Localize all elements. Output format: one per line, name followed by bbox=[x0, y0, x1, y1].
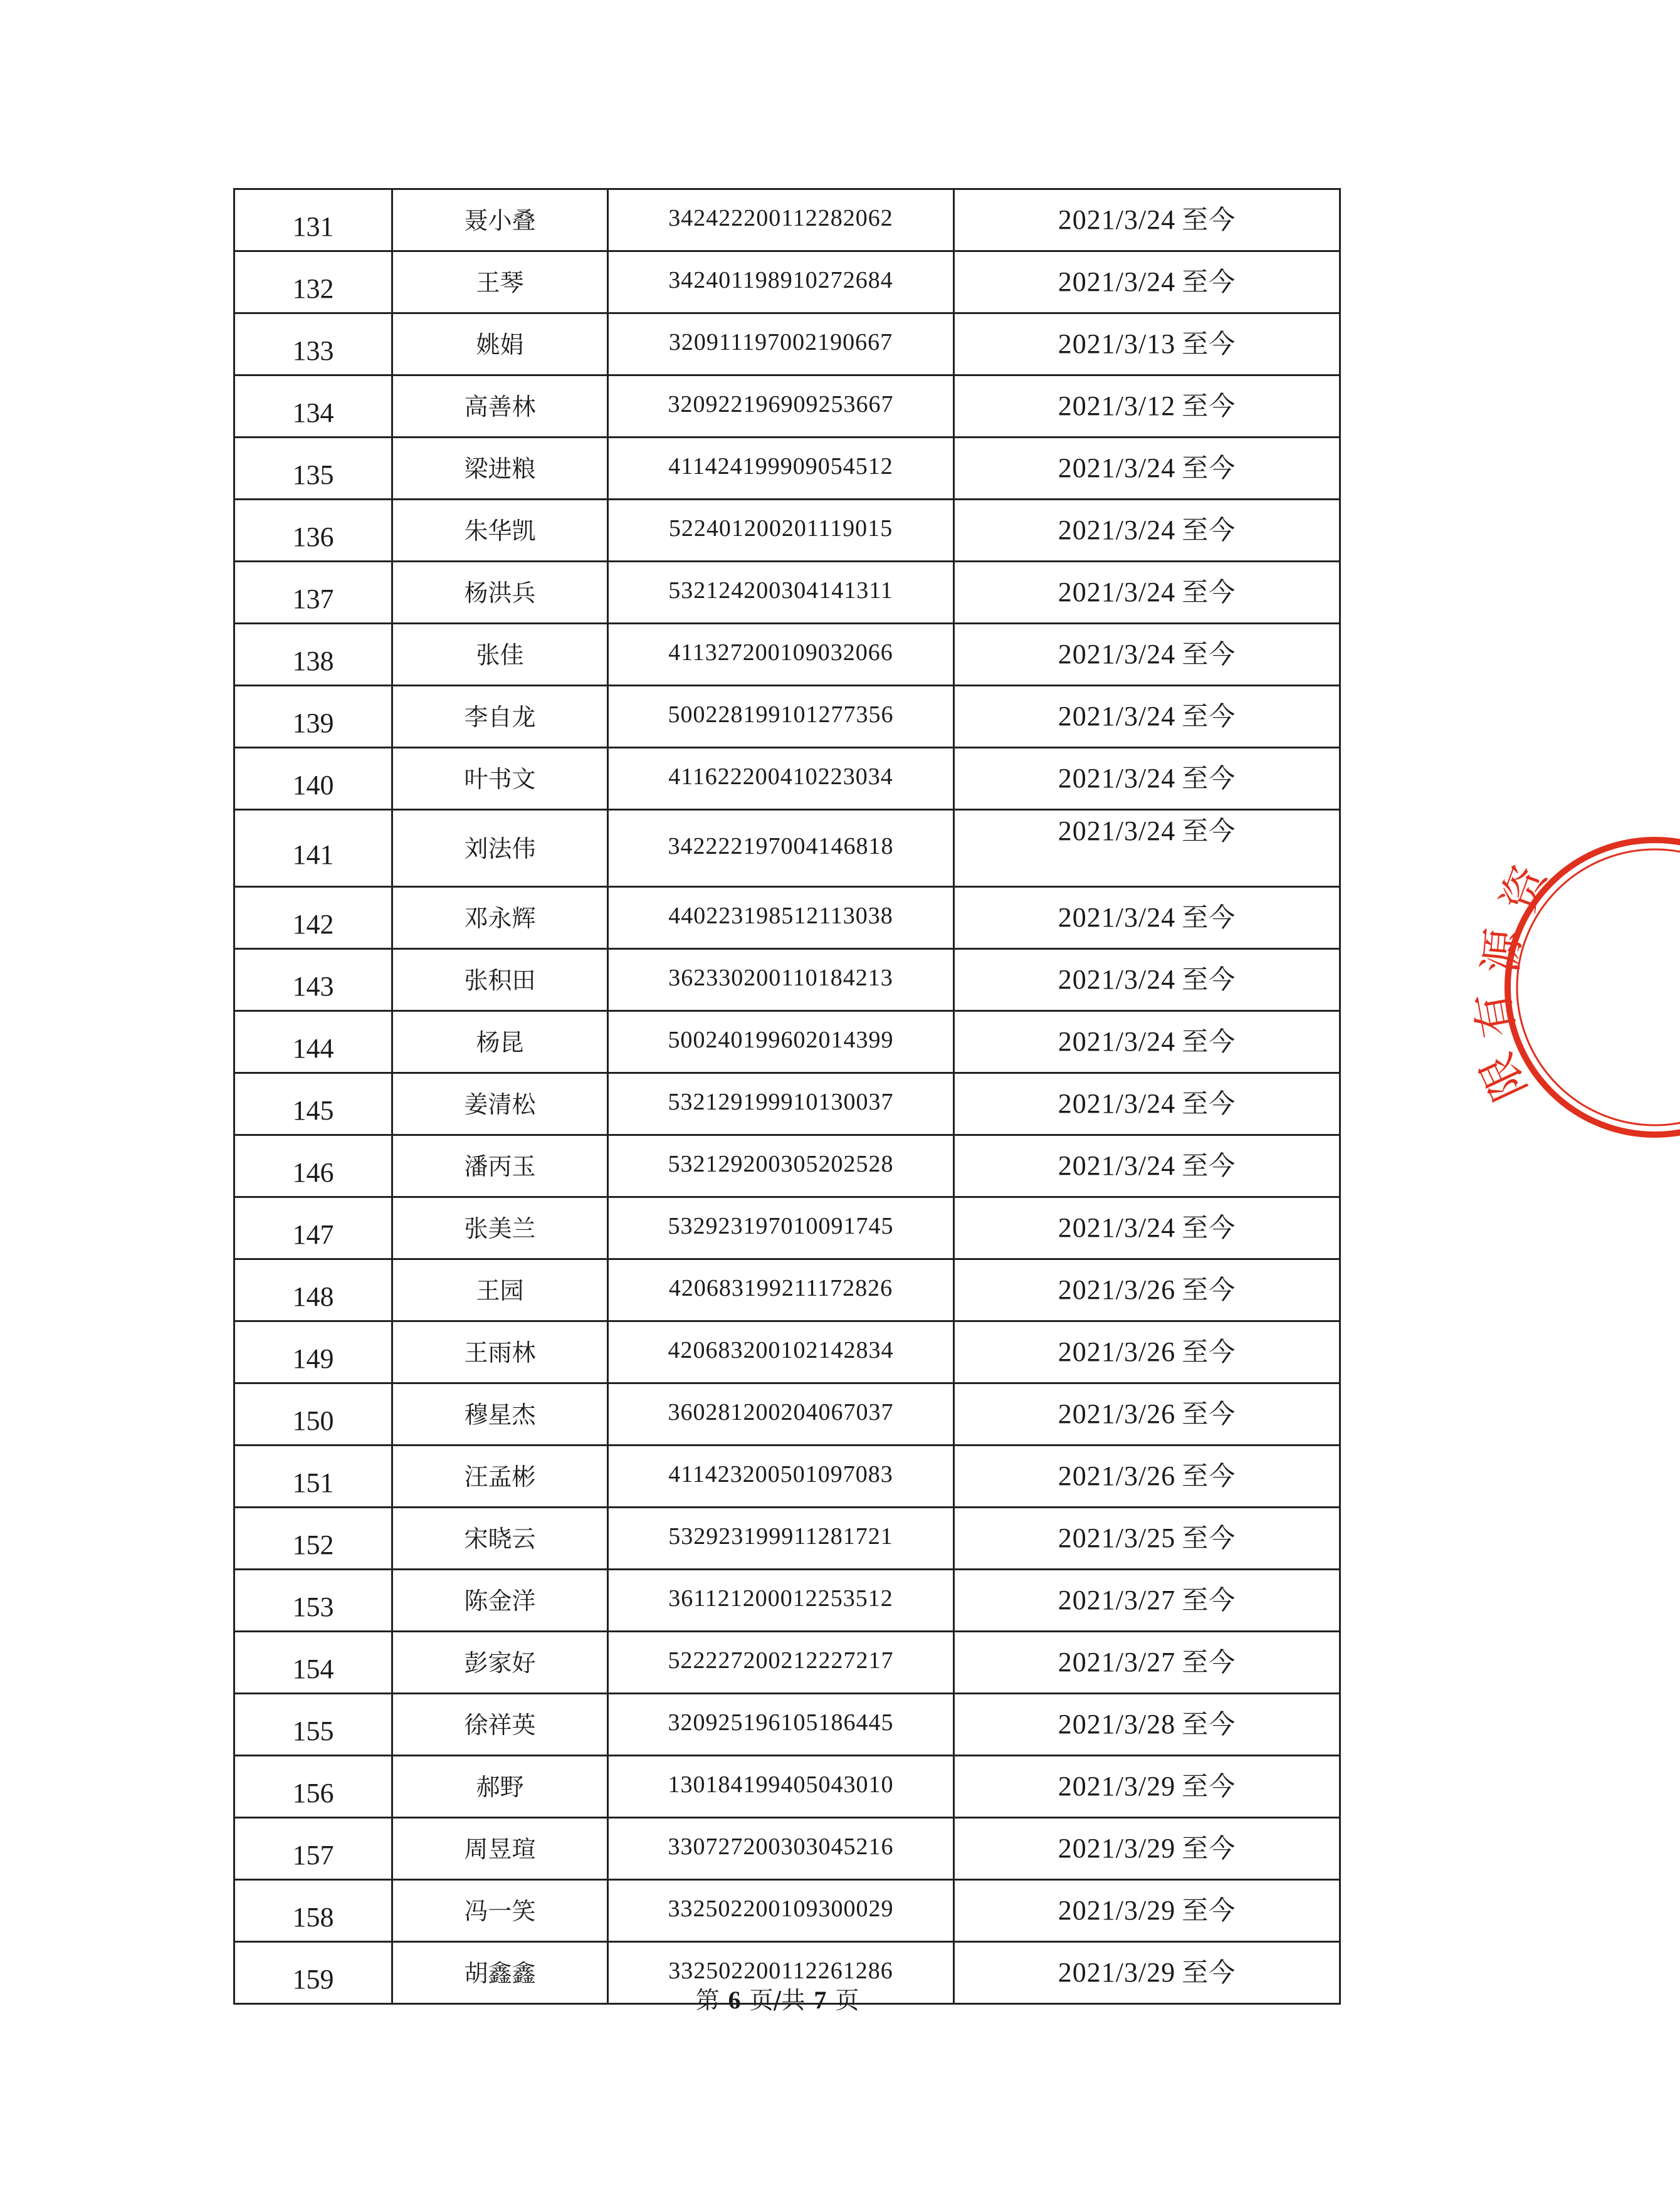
id-number: 362330200110184213 bbox=[608, 949, 954, 1011]
until-now-label: 至今 bbox=[1182, 1461, 1236, 1491]
table-row bbox=[234, 1632, 1340, 1694]
id-number: 360281200204067037 bbox=[608, 1383, 954, 1446]
employment-period bbox=[954, 686, 1340, 748]
start-date: 2021/3/24 bbox=[1058, 1088, 1176, 1119]
until-now-label: 至今 bbox=[1182, 328, 1236, 359]
employment-period bbox=[954, 1694, 1340, 1756]
until-now-label: 至今 bbox=[1182, 577, 1236, 607]
footer-prefix: 第 bbox=[695, 1986, 720, 2014]
until-now-label: 至今 bbox=[1182, 1523, 1236, 1553]
employment-period bbox=[954, 748, 1340, 810]
until-now-label: 至今 bbox=[1182, 1647, 1236, 1677]
table-row bbox=[234, 1446, 1340, 1508]
until-now-label: 至今 bbox=[1182, 266, 1236, 297]
employment-period bbox=[954, 1570, 1340, 1632]
start-date: 2021/3/24 bbox=[1058, 577, 1176, 607]
table-row bbox=[234, 1259, 1340, 1321]
table-row bbox=[234, 810, 1340, 887]
table-row bbox=[234, 1508, 1340, 1570]
until-now-label: 至今 bbox=[1182, 1957, 1236, 1988]
start-date: 2021/3/24 bbox=[1058, 1212, 1176, 1243]
person-name: 徐祥英 bbox=[392, 1694, 608, 1756]
until-now-label: 至今 bbox=[1182, 1274, 1236, 1305]
row-number: 149 bbox=[234, 1321, 392, 1383]
table-row bbox=[234, 624, 1340, 686]
table-row bbox=[234, 1570, 1340, 1632]
employment-period bbox=[954, 1508, 1340, 1570]
until-now-label: 至今 bbox=[1182, 1833, 1236, 1864]
start-date: 2021/3/24 bbox=[1058, 515, 1176, 545]
employment-period bbox=[954, 1383, 1340, 1446]
row-number: 151 bbox=[234, 1446, 392, 1508]
id-number: 361121200012253512 bbox=[608, 1570, 954, 1632]
employee-table bbox=[233, 188, 1341, 2005]
row-number: 137 bbox=[234, 562, 392, 624]
table-row bbox=[234, 1011, 1340, 1073]
table-row bbox=[234, 1756, 1340, 1818]
start-date: 2021/3/27 bbox=[1058, 1647, 1176, 1677]
start-date: 2021/3/29 bbox=[1058, 1957, 1176, 1988]
start-date: 2021/3/24 bbox=[1058, 1026, 1176, 1057]
person-name: 陈金洋 bbox=[392, 1570, 608, 1632]
id-number: 342422200112282062 bbox=[608, 189, 954, 251]
person-name: 张佳 bbox=[392, 624, 608, 686]
table-row bbox=[234, 251, 1340, 313]
id-number: 411423200501097083 bbox=[608, 1446, 954, 1508]
person-name: 朱华凯 bbox=[392, 500, 608, 562]
start-date: 2021/3/24 bbox=[1058, 266, 1176, 297]
row-number: 150 bbox=[234, 1383, 392, 1446]
row-number: 158 bbox=[234, 1880, 392, 1942]
person-name: 穆星杰 bbox=[392, 1383, 608, 1446]
until-now-label: 至今 bbox=[1182, 1088, 1236, 1119]
table-row bbox=[234, 1383, 1340, 1446]
id-number: 320925196105186445 bbox=[608, 1694, 954, 1756]
id-number: 411424199909054512 bbox=[608, 438, 954, 500]
person-name: 聂小叠 bbox=[392, 189, 608, 251]
until-now-label: 至今 bbox=[1182, 701, 1236, 732]
start-date: 2021/3/24 bbox=[1058, 453, 1176, 483]
table-row bbox=[234, 949, 1340, 1011]
row-number: 145 bbox=[234, 1073, 392, 1135]
person-name: 汪孟彬 bbox=[392, 1446, 608, 1508]
until-now-label: 至今 bbox=[1182, 391, 1236, 421]
table-row bbox=[234, 1694, 1340, 1756]
table-row bbox=[234, 562, 1340, 624]
until-now-label: 至今 bbox=[1182, 1709, 1236, 1740]
total-page-number: 7 bbox=[814, 1986, 827, 2014]
person-name: 邓永辉 bbox=[392, 887, 608, 949]
employment-period bbox=[954, 375, 1340, 438]
until-now-label: 至今 bbox=[1182, 515, 1236, 545]
start-date: 2021/3/24 bbox=[1058, 902, 1176, 933]
employment-period bbox=[954, 887, 1340, 949]
row-number: 144 bbox=[234, 1011, 392, 1073]
table-row bbox=[234, 438, 1340, 500]
employment-period bbox=[954, 1756, 1340, 1818]
id-number: 411327200109032066 bbox=[608, 624, 954, 686]
start-date: 2021/3/24 bbox=[1058, 1150, 1176, 1181]
start-date: 2021/3/28 bbox=[1058, 1709, 1176, 1740]
id-number: 130184199405043010 bbox=[608, 1756, 954, 1818]
employment-period bbox=[954, 251, 1340, 313]
until-now-label: 至今 bbox=[1182, 1399, 1236, 1429]
id-number: 332502200109300029 bbox=[608, 1880, 954, 1942]
start-date: 2021/3/12 bbox=[1058, 391, 1176, 421]
person-name: 潘丙玉 bbox=[392, 1135, 608, 1197]
row-number: 132 bbox=[234, 251, 392, 313]
id-number: 532129199910130037 bbox=[608, 1073, 954, 1135]
until-now-label: 至今 bbox=[1182, 1585, 1236, 1615]
row-number: 141 bbox=[234, 810, 392, 887]
table-body bbox=[234, 189, 1340, 2004]
row-number: 147 bbox=[234, 1197, 392, 1259]
start-date: 2021/3/24 bbox=[1058, 816, 1176, 846]
until-now-label: 至今 bbox=[1182, 453, 1236, 483]
table-row bbox=[234, 1073, 1340, 1135]
row-number: 159 bbox=[234, 1942, 392, 2004]
id-number: 342401198910272684 bbox=[608, 251, 954, 313]
id-number: 522401200201119015 bbox=[608, 500, 954, 562]
table-row bbox=[234, 887, 1340, 949]
employment-period bbox=[954, 1632, 1340, 1694]
row-number: 146 bbox=[234, 1135, 392, 1197]
table-row bbox=[234, 313, 1340, 375]
start-date: 2021/3/26 bbox=[1058, 1274, 1176, 1305]
svg-text:有: 有 bbox=[1465, 988, 1525, 1042]
id-number: 420683200102142834 bbox=[608, 1321, 954, 1383]
until-now-label: 至今 bbox=[1182, 204, 1236, 235]
id-number: 500228199101277356 bbox=[608, 686, 954, 748]
row-number: 136 bbox=[234, 500, 392, 562]
row-number: 153 bbox=[234, 1570, 392, 1632]
row-number: 152 bbox=[234, 1508, 392, 1570]
person-name: 王琴 bbox=[392, 251, 608, 313]
until-now-label: 至今 bbox=[1182, 1212, 1236, 1243]
id-number: 532923199911281721 bbox=[608, 1508, 954, 1570]
row-number: 156 bbox=[234, 1756, 392, 1818]
table-row bbox=[234, 375, 1340, 438]
table-row bbox=[234, 1197, 1340, 1259]
start-date: 2021/3/26 bbox=[1058, 1336, 1176, 1367]
table-row bbox=[234, 1135, 1340, 1197]
id-number: 320922196909253667 bbox=[608, 375, 954, 438]
table-row bbox=[234, 1880, 1340, 1942]
person-name: 叶书文 bbox=[392, 748, 608, 810]
employment-period bbox=[954, 1197, 1340, 1259]
svg-text:限: 限 bbox=[1469, 1045, 1537, 1109]
id-number: 532129200305202528 bbox=[608, 1135, 954, 1197]
person-name: 张美兰 bbox=[392, 1197, 608, 1259]
person-name: 王园 bbox=[392, 1259, 608, 1321]
employment-period bbox=[954, 810, 1340, 887]
id-number: 342222197004146818 bbox=[608, 810, 954, 887]
svg-text:源: 源 bbox=[1474, 926, 1531, 976]
until-now-label: 至今 bbox=[1182, 1150, 1236, 1181]
person-name: 彭家好 bbox=[392, 1632, 608, 1694]
start-date: 2021/3/27 bbox=[1058, 1585, 1176, 1615]
id-number: 440223198512113038 bbox=[608, 887, 954, 949]
row-number: 138 bbox=[234, 624, 392, 686]
person-name: 王雨林 bbox=[392, 1321, 608, 1383]
person-name: 刘法伟 bbox=[392, 810, 608, 887]
seal-lettering bbox=[1466, 858, 1557, 1109]
employment-period bbox=[954, 500, 1340, 562]
person-name: 杨昆 bbox=[392, 1011, 608, 1073]
row-number: 139 bbox=[234, 686, 392, 748]
id-number: 320911197002190667 bbox=[608, 313, 954, 375]
start-date: 2021/3/24 bbox=[1058, 701, 1176, 732]
employment-period bbox=[954, 1880, 1340, 1942]
employment-period bbox=[954, 1073, 1340, 1135]
person-name: 姚娟 bbox=[392, 313, 608, 375]
until-now-label: 至今 bbox=[1182, 1895, 1236, 1926]
page-footer bbox=[0, 1981, 1555, 2015]
person-name: 杨洪兵 bbox=[392, 562, 608, 624]
row-number: 148 bbox=[234, 1259, 392, 1321]
employment-period bbox=[954, 624, 1340, 686]
person-name: 姜清松 bbox=[392, 1073, 608, 1135]
start-date: 2021/3/26 bbox=[1058, 1399, 1176, 1429]
table-row bbox=[234, 686, 1340, 748]
row-number: 155 bbox=[234, 1694, 392, 1756]
employment-period bbox=[954, 1321, 1340, 1383]
employment-period bbox=[954, 1446, 1340, 1508]
employment-period bbox=[954, 189, 1340, 251]
row-number: 133 bbox=[234, 313, 392, 375]
row-number: 135 bbox=[234, 438, 392, 500]
until-now-label: 至今 bbox=[1182, 816, 1236, 846]
start-date: 2021/3/13 bbox=[1058, 328, 1176, 359]
id-number: 411622200410223034 bbox=[608, 748, 954, 810]
until-now-label: 至今 bbox=[1182, 902, 1236, 933]
employment-period bbox=[954, 1259, 1340, 1321]
person-name: 冯一笑 bbox=[392, 1880, 608, 1942]
row-number: 134 bbox=[234, 375, 392, 438]
row-number: 140 bbox=[234, 748, 392, 810]
svg-text:资: 资 bbox=[1491, 858, 1557, 919]
person-name: 张积田 bbox=[392, 949, 608, 1011]
employment-period bbox=[954, 949, 1340, 1011]
start-date: 2021/3/24 bbox=[1058, 204, 1176, 235]
footer-suffix: 页 bbox=[835, 1986, 859, 2014]
id-number: 532124200304141311 bbox=[608, 562, 954, 624]
until-now-label: 至今 bbox=[1182, 1771, 1236, 1802]
employment-period bbox=[954, 313, 1340, 375]
person-name: 梁进粮 bbox=[392, 438, 608, 500]
start-date: 2021/3/24 bbox=[1058, 964, 1176, 995]
current-page-number: 6 bbox=[728, 1986, 741, 2014]
id-number: 332502200112261286 bbox=[608, 1942, 954, 2004]
id-number: 420683199211172826 bbox=[608, 1259, 954, 1321]
table-row bbox=[234, 1321, 1340, 1383]
company-seal-stamp bbox=[1465, 827, 1680, 1153]
row-number: 131 bbox=[234, 189, 392, 251]
until-now-label: 至今 bbox=[1182, 639, 1236, 669]
id-number: 532923197010091745 bbox=[608, 1197, 954, 1259]
table-row bbox=[234, 1818, 1340, 1880]
table-row bbox=[234, 748, 1340, 810]
person-name: 高善林 bbox=[392, 375, 608, 438]
employment-period bbox=[954, 438, 1340, 500]
start-date: 2021/3/29 bbox=[1058, 1895, 1176, 1926]
start-date: 2021/3/29 bbox=[1058, 1771, 1176, 1802]
row-number: 143 bbox=[234, 949, 392, 1011]
table-row bbox=[234, 189, 1340, 251]
id-number: 500240199602014399 bbox=[608, 1011, 954, 1073]
person-name: 郝野 bbox=[392, 1756, 608, 1818]
employment-period bbox=[954, 1011, 1340, 1073]
employment-period bbox=[954, 1818, 1340, 1880]
row-number: 157 bbox=[234, 1818, 392, 1880]
start-date: 2021/3/29 bbox=[1058, 1833, 1176, 1864]
employment-period bbox=[954, 1135, 1340, 1197]
until-now-label: 至今 bbox=[1182, 964, 1236, 995]
id-number: 330727200303045216 bbox=[608, 1818, 954, 1880]
until-now-label: 至今 bbox=[1182, 1336, 1236, 1367]
id-number: 522227200212227217 bbox=[608, 1632, 954, 1694]
start-date: 2021/3/26 bbox=[1058, 1461, 1176, 1491]
row-number: 142 bbox=[234, 887, 392, 949]
start-date: 2021/3/24 bbox=[1058, 763, 1176, 794]
until-now-label: 至今 bbox=[1182, 1026, 1236, 1057]
row-number: 154 bbox=[234, 1632, 392, 1694]
footer-middle: 页/共 bbox=[749, 1986, 806, 2014]
person-name: 周昱瑄 bbox=[392, 1818, 608, 1880]
person-name: 宋晓云 bbox=[392, 1508, 608, 1570]
until-now-label: 至今 bbox=[1182, 763, 1236, 794]
start-date: 2021/3/25 bbox=[1058, 1523, 1176, 1553]
employment-period bbox=[954, 562, 1340, 624]
table-row bbox=[234, 500, 1340, 562]
person-name: 李自龙 bbox=[392, 686, 608, 748]
start-date: 2021/3/24 bbox=[1058, 639, 1176, 669]
person-name: 胡鑫鑫 bbox=[392, 1942, 608, 2004]
